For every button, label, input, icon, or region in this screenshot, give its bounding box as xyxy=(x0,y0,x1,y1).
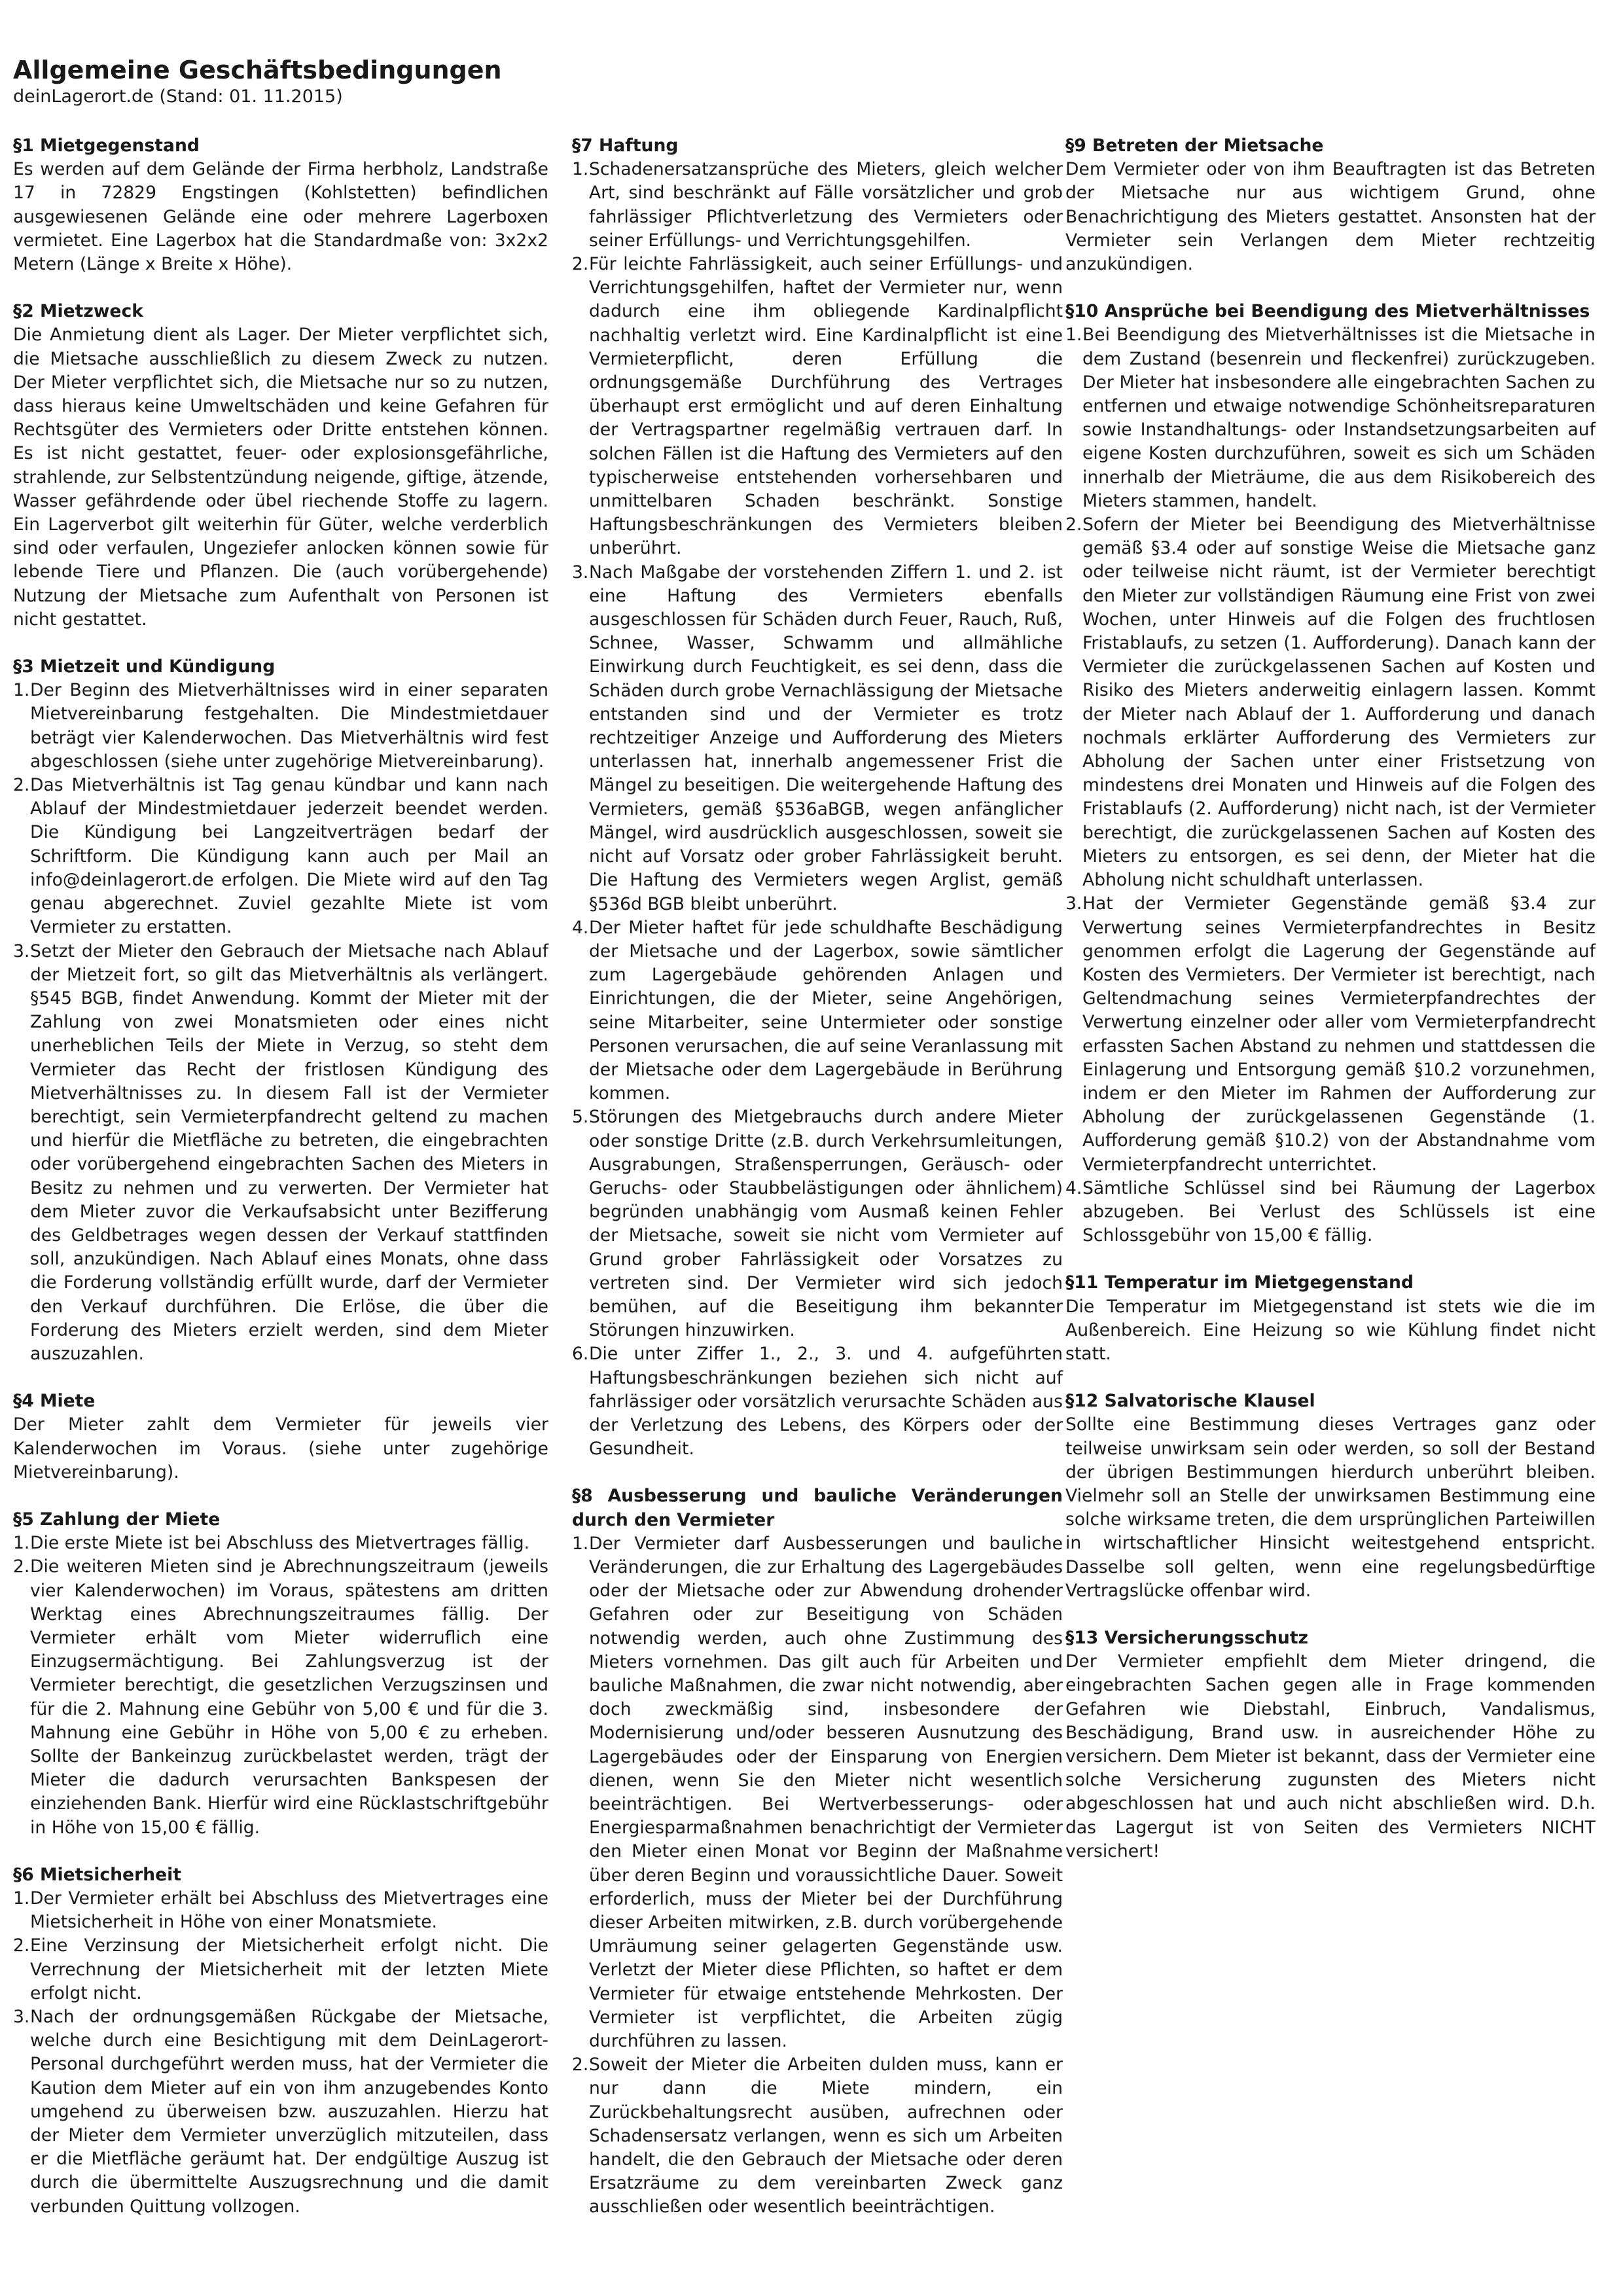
item-number: 3. xyxy=(1065,893,1082,914)
item-number: 1. xyxy=(572,159,589,180)
item-number: 4. xyxy=(1065,1177,1082,1198)
section-heading: §11 Temperatur im Mietgegenstand xyxy=(1065,1272,1414,1293)
section-heading: §3 Mietzeit und Kündigung xyxy=(13,656,276,677)
list-item xyxy=(13,1555,548,1839)
section-text: Die Temperatur im Mietgegenstand ist stets wie die im Außenbereich. Eine Heizung so wie Kühlung findet nicht statt. xyxy=(1065,1296,1596,1364)
list-item xyxy=(13,774,548,939)
section-heading: §6 Mietsicherheit xyxy=(13,1864,181,1885)
list-item xyxy=(13,679,548,774)
section-9-betreten xyxy=(1065,134,1596,276)
section-heading: §12 Salvatorische Klausel xyxy=(1065,1391,1315,1412)
item-text: Sofern der Mieter bei Beendigung des Mietverhältnisse gemäß §3.4 oder auf sonstige Weise die Mietsache ganz oder teilweise nicht räumt, ist der Vermieter berechtigt den Mieter zur vollständigen Räumung eine Frist von zwei Wochen, unter Hinweis auf die Folgen des fruchtlosen Fristablaufs, zu setzen (1. Aufforderung). Danach kann der Vermieter die zurückgelassenen Sachen auf Kosten und Risiko des Mieters anderweitig einlagern lassen. Kommt der Mieter nach Ablauf der 1. Aufforderung und danach nochmals erklärter Aufforderung des Vermieters zur Abholung der Sachen unter einer Fristsetzung von mindestens drei Monaten und Hinweis auf die Folgen des Fristablaufs (2. Aufforderung) nicht nach, ist der Vermieter berechtigt, die zurückgelassenen Sachen auf Kosten des Mieters zu entsorgen, es sei denn, der Mieter hat die Abholung nicht schuldhaft unterlassen. xyxy=(1082,514,1596,891)
section-heading: §7 Haftung xyxy=(572,135,679,156)
section-8-ausbesserung xyxy=(572,1484,1063,2219)
item-text: Soweit der Mieter die Arbeiten dulden muss, kann er nur dann die Miete mindern, ein Zurückbehaltungsrecht ausüben, aufrechnen oder Schadensersatz verlangen, wenn es sich um Arbeiten handelt, die den Gebrauch der Mietsache oder deren Ersatzräume zu dem vereinbarten Zweck ganz ausschließen oder wesentlich beeinträchtigen. xyxy=(589,2054,1063,2217)
item-number: 1. xyxy=(13,680,30,701)
item-text: Der Beginn des Mietverhältnisses wird in einer separaten Mietvereinbarung festgehalten. Die Mindestmietdauer beträgt vier Kalenderwochen. Das Mietverhältnis wird fest abgeschlossen (siehe unter zugehörige Mietvereinbarung). xyxy=(30,680,548,772)
clause-list xyxy=(13,679,548,1366)
section-1-mietgegenstand xyxy=(13,134,548,276)
item-text: Das Mietverhältnis ist Tag genau kündbar und kann nach Ablauf der Mindestmietdauer jederzeit beendet werden. Die Kündigung bei Langzeitverträgen bedarf der Schriftform. Die Kündigung kann auch per Mail an info@deinlagerort.de erfolgen. Die Miete wird auf den Tag genau abgerechnet. Zuviel gezahlte Miete ist vom Vermieter zu erstatten. xyxy=(30,775,548,938)
list-item xyxy=(1065,513,1596,892)
list-item xyxy=(1065,892,1596,1176)
list-item xyxy=(1065,323,1596,513)
item-text: Der Vermieter erhält bei Abschluss des Mietvertrages eine Mietsicherheit in Höhe von einer Monatsmiete. xyxy=(30,1888,548,1933)
item-number: 3. xyxy=(13,941,30,961)
column-right xyxy=(1065,134,1596,1887)
clause-list xyxy=(572,158,1063,1461)
section-heading: §5 Zahlung der Miete xyxy=(13,1509,221,1530)
section-12-salvatorische-klausel xyxy=(1065,1390,1596,1603)
section-heading: §10 Ansprüche bei Beendigung des Mietverhältnisses xyxy=(1065,301,1590,322)
section-10-beendigung xyxy=(1065,300,1596,1247)
item-number: 1. xyxy=(1065,325,1082,346)
list-item xyxy=(572,1105,1063,1342)
list-item xyxy=(13,1532,548,1555)
list-item xyxy=(572,1532,1063,2053)
section-7-haftung xyxy=(572,134,1063,1461)
section-text: Die Anmietung dient als Lager. Der Mieter verpflichtet sich, die Mietsache ausschließlich zu diesem Zweck zu nutzen. Der Mieter verpflichtet sich, die Mietsache nur so zu nutzen, dass hieraus keine Umweltschäden und keine Gefahren für Rechtsgüter des Vermieters oder Dritte entstehen können. Es ist nicht gestattet, feuer- oder explosionsgefährliche, strahlende, zur Selbstentzündung neigende, giftige, ätzende, Wasser gefährdende oder übel riechende Stoffe zu lagern. Ein Lagerverbot gilt weiterhin für Güter, welche verderblich sind oder verfaulen, Ungeziefer anlocken können sowie für lebende Tiere und Pflanzen. Die (auch vorübergehende) Nutzung der Mietsache zum Aufenthalt von Personen ist nicht gestattet. xyxy=(13,325,548,630)
clause-list xyxy=(572,1532,1063,2219)
item-text: Bei Beendigung des Mietverhältnisses ist die Mietsache in dem Zustand (besenrein und fleckenfrei) zurückzugeben. Der Mieter hat insbesondere alle eingebrachten Sachen zu entfernen und etwaige notwendige Schönheitsreparaturen sowie Instandhaltungs- oder Instandsetzungsarbeiten auf eigene Kosten durchzuführen, soweit es sich um Schäden innerhalb der Mieträume, die aus dem Risikobereich des Mieters stammen, handelt. xyxy=(1082,325,1596,511)
item-number: 2. xyxy=(572,2054,589,2075)
clause-list xyxy=(1065,323,1596,1247)
item-number: 2. xyxy=(13,1556,30,1577)
section-6-mietsicherheit xyxy=(13,1863,548,2219)
item-text: Störungen des Mietgebrauchs durch andere Mieter oder sonstige Dritte (z.B. durch Verkehrsumleitungen, Ausgrabungen, Straßensperrungen, Geräusch- oder Geruchs- oder Staubbelästigungen oder ähnlichem) begründen unabhängig vom Ausmaß keinen Fehler der Mietsache, soweit sie nicht vom Vermieter auf Grund grober Fahrlässigkeit oder Vorsatzes zu vertreten sind. Der Vermieter wird sich jedoch bemühen, auf die Beseitigung ihm bekannter Störungen hinzuwirken. xyxy=(589,1107,1063,1341)
item-text: Setzt der Mieter den Gebrauch der Mietsache nach Ablauf der Mietzeit fort, so gilt das Mietverhältnis als verlängert. §545 BGB, findet Anwendung. Kommt der Mieter mit der Zahlung von zwei Monatsmieten oder eines nicht unerheblichen Teils der Miete in Verzug, so steht dem Vermieter das Recht der fristlosen Kündigung des Mietverhältnisses zu. In diesem Fall ist der Vermieter berechtigt, sein Vermieterpfandrecht geltend zu machen und hierfür die Mietfläche zu betreten, die eingebrachten oder vorübergehend eingebrachten Sachen des Mieters in Besitz zu nehmen und zu verwerten. Der Vermieter hat dem Mieter zuvor die Verkaufsabsicht unter Bezifferung des Geldbetrages wegen dessen der Verkauf stattfinden soll, anzukündigen. Nach Ablauf eines Monats, ohne dass die Forderung vollständig erfüllt wurde, darf der Vermieter den Verkauf durchführen. Die Erlöse, die über die Forderung des Mieters erzielt werden, sind dem Mieter auszuzahlen. xyxy=(30,941,548,1364)
section-4-miete xyxy=(13,1390,548,1484)
list-item xyxy=(1065,1177,1596,1248)
list-item xyxy=(572,2053,1063,2219)
item-number: 1. xyxy=(13,1533,30,1554)
section-heading: §4 Miete xyxy=(13,1391,96,1412)
section-text: Der Mieter zahlt dem Vermieter für jeweils vier Kalenderwochen im Voraus. (siehe unter zugehörige Mietvereinbarung). xyxy=(13,1414,548,1482)
section-text: Sollte eine Bestimmung dieses Vertrages ganz oder teilweise unwirksam sein oder werden, so soll der Bestand der übrigen Bestimmungen hierdurch unberührt bleiben. Vielmehr soll an Stelle der unwirksamen Bestimmung eine solche wirksame treten, die dem ursprünglichen Parteiwillen in wirtschaftlicher Hinsicht weitestgehend entspricht. Dasselbe soll gelten, wenn eine regelungsbedürftige Vertragslücke offenbar wird. xyxy=(1065,1414,1596,1601)
section-5-zahlung xyxy=(13,1508,548,1840)
item-number: 1. xyxy=(13,1888,30,1909)
item-text: Hat der Vermieter Gegenstände gemäß §3.4 zur Verwertung seines Vermieterpfandrechtes in Besitz genommen erfolgt die Lagerung der Gegenstände auf Kosten des Vermieters. Der Vermieter ist berechtigt, nach Geltendmachung seines Vermieterpfandrechtes der Verwertung einzelner oder aller vom Vermieterpfandrecht erfassten Sachen Abstand zu nehmen und stattdessen die Einlagerung und Entsorgung gemäß §10.2 vorzunehmen, indem er den Mieter im Rahmen der Aufforderung zur Abholung der zurückgelassenen Gegenstände (1. Aufforderung gemäß §10.2) von der Abstandnahme vom Vermieterpfandrecht unterrichtet. xyxy=(1082,893,1596,1175)
section-text: Dem Vermieter oder von ihm Beauftragten ist das Betreten der Mietsache nur aus wichtigem Grund, ohne Benachrichtigung des Mieters gestattet. Ansonsten hat der Vermieter sein Verlangen dem Mieter rechtzeitig anzukündigen. xyxy=(1065,159,1596,275)
section-text: Es werden auf dem Gelände der Firma herbholz, Landstraße 17 in 72829 Engstingen (Kohlstetten) befindlichen ausgewiesenen Gelände eine oder mehrere Lagerboxen vermietet. Eine Lagerbox hat die Standardmaße von: 3x2x2 Metern (Länge x Breite x Höhe). xyxy=(13,159,548,275)
column-left xyxy=(13,134,548,2242)
section-3-mietzeit-kuendigung xyxy=(13,655,548,1366)
item-text: Nach Maßgabe der vorstehenden Ziffern 1. und 2. ist eine Haftung des Vermieters ebenfalls ausgeschlossen für Schäden durch Feuer, Rauch, Ruß, Schnee, Wasser, Schwamm und allmähliche Einwirkung durch Feuchtigkeit, es sei denn, dass die Schäden durch grobe Vernachlässigung der Mietsache entstanden sind und der Vermieter es trotz rechtzeitiger Anzeige und Aufforderung des Mieters unterlassen hat, innerhalb angemessener Frist die Mängel zu beseitigen. Die weitergehende Haftung des Vermieters, gemäß §536aBGB, wegen anfänglicher Mängel, wird ausdrücklich ausgeschlossen, soweit sie nicht auf Vorsatz oder grober Fahrlässigkeit beruht. Die Haftung des Vermieters wegen Arglist, gemäß §536d BGB bleibt unberührt. xyxy=(589,562,1063,914)
item-number: 6. xyxy=(572,1344,589,1365)
section-13-versicherungsschutz xyxy=(1065,1626,1596,1863)
section-heading: §1 Mietgegenstand xyxy=(13,135,200,156)
item-text: Die unter Ziffer 1., 2., 3. und 4. aufgeführten Haftungsbeschränkungen beziehen sich nicht auf fahrlässiger oder vorsätzlich verursachte Schäden aus der Verletzung des Lebens, des Körpers oder der Gesundheit. xyxy=(589,1344,1063,1460)
document-title: Allgemeine Geschäftsbedingungen xyxy=(13,56,502,84)
column-middle xyxy=(572,134,1063,2243)
document-subtitle: deinLagerort.de (Stand: 01. 11.2015) xyxy=(13,86,343,107)
clause-list xyxy=(13,1887,548,2219)
item-text: Sämtliche Schlüssel sind bei Räumung der Lagerbox abzugeben. Bei Verlust des Schlüssels ist eine Schlossgebühr von 15,00 € fällig. xyxy=(1082,1177,1596,1246)
item-number: 5. xyxy=(572,1107,589,1128)
item-text: Die erste Miete ist bei Abschluss des Mietvertrages fällig. xyxy=(30,1533,530,1554)
list-item xyxy=(572,916,1063,1106)
section-heading: §8 Ausbesserung und bauliche Veränderungen durch den Vermieter xyxy=(572,1486,1063,1530)
item-number: 2. xyxy=(13,775,30,796)
list-item xyxy=(572,253,1063,561)
clause-list xyxy=(13,1532,548,1840)
list-item xyxy=(572,561,1063,916)
item-number: 2. xyxy=(13,1935,30,1956)
item-number: 2. xyxy=(572,254,589,275)
item-text: Die weiteren Mieten sind je Abrechnungszeitraum (jeweils vier Kalenderwochen) im Voraus, spätestens am dritten Werktag eines Abrechnungszeitraumes fällig. Der Vermieter erhält vom Mieter widerruflich eine Einzugsermächtigung. Bei Zahlungsverzug ist der Vermieter berechtigt, die gesetzlichen Verzugszinsen und für die 2. Mahnung eine Gebühr von 5,00 € und für die 3. Mahnung eine Gebühr in Höhe von 5,00 € zu erheben. Sollte der Bankeinzug zurückbelastet werden, trägt der Mieter die dadurch verursachten Bankspesen der einziehenden Bank. Hierfür wird eine Rücklastschriftgebühr in Höhe von 15,00 € fällig. xyxy=(30,1556,548,1838)
list-item xyxy=(572,1342,1063,1461)
item-text: Eine Verzinsung der Mietsicherheit erfolgt nicht. Die Verrechnung der Mietsicherheit mit der letzten Miete erfolgt nicht. xyxy=(30,1935,548,2003)
section-2-mietzweck xyxy=(13,300,548,632)
item-text: Der Vermieter darf Ausbesserungen und bauliche Veränderungen, die zur Erhaltung des Lagergebäudes oder der Mietsache oder zur Abwendung drohender Gefahren oder zur Beseitigung von Schäden notwendig werden, auch ohne Zustimmung des Mieters vornehmen. Das gilt auch für Arbeiten und bauliche Maßnahmen, die zwar nicht notwendig, aber doch zweckmäßig sind, insbesondere der Modernisierung und/oder besseren Ausnutzung des Lagergebäudes oder der Einsparung von Energien dienen, wenn Sie den Mieter nicht wesentlich beeinträchtigen. Bei Wertverbesserungs- oder Energiesparmaßnahmen benachrichtigt der Vermieter den Mieter einen Monat vor Beginn der Maßnahme über deren Beginn und voraussichtliche Dauer. Soweit erforderlich, muss der Mieter bei der Durchführung dieser Arbeiten mitwirken, z.B. durch vorübergehende Umräumung seiner gelagerten Gegenstände usw. Verletzt der Mieter diese Pflichten, so haftet er dem Vermieter für etwaige entstehende Mehrkosten. Der Vermieter ist verpflichtet, die Arbeiten zügig durchführen zu lassen. xyxy=(589,1533,1063,2052)
item-text: Für leichte Fahrlässigkeit, auch seiner Erfüllungs- und Verrichtungsgehilfen, haftet der Vermieter nur, wenn dadurch eine ihm obliegende Kardinalpflicht nachhaltig verletzt wird. Eine Kardinalpflicht ist eine Vermieterpflicht, deren Erfüllung die ordnungsgemäße Durchführung des Vertrages überhaupt erst ermöglicht und auf deren Einhaltung der Vertragspartner regelmäßig vertrauen darf. In solchen Fällen ist die Haftung des Vermieters auf den typischerweise entstehenden vorhersehbaren und unmittelbaren Schaden beschränkt. Sonstige Haftungsbeschränkungen des Vermieters bleiben unberührt. xyxy=(589,254,1063,559)
item-text: Der Mieter haftet für jede schuldhafte Beschädigung der Mietsache und der Lagerbox, sowie sämtlicher zum Lagergebäude gehörenden Anlagen und Einrichtungen, die der Mieter, seine Angehörigen, seine Mitarbeiter, seine Untermieter oder sonstige Personen verursachen, die auf seine Veranlassung mit der Mietsache oder dem Lagergebäude in Berührung kommen. xyxy=(589,917,1063,1104)
list-item xyxy=(13,940,548,1367)
item-text: Schadenersatzansprüche des Mieters, gleich welcher Art, sind beschränkt auf Fälle vorsätzlicher und grob fahrlässiger Pflichtverletzung des Vermieters oder seiner Erfüllungs- und Verrichtungsgehilfen. xyxy=(589,159,1063,251)
item-number: 4. xyxy=(572,917,589,938)
section-heading: §9 Betreten der Mietsache xyxy=(1065,135,1324,156)
list-item xyxy=(13,1887,548,1934)
item-number: 3. xyxy=(572,562,589,583)
item-number: 1. xyxy=(572,1533,589,1554)
list-item xyxy=(13,1934,548,2005)
section-heading: §2 Mietzweck xyxy=(13,301,143,322)
item-number: 3. xyxy=(13,2007,30,2028)
section-11-temperatur xyxy=(1065,1271,1596,1366)
section-text: Der Vermieter empfiehlt dem Mieter dringend, die eingebrachten Sachen gegen alle in Frage kommenden Gefahren wie Diebstahl, Einbruch, Vandalismus, Beschädigung, Brand usw. in ausreichender Höhe zu versichern. Dem Mieter ist bekannt, dass der Vermieter eine solche Versicherung zugunsten des Mieters nicht abgeschlossen hat und auch nicht abschließen wird. D.h. das Lagergut ist von Seiten des Vermieters NICHT versichert! xyxy=(1065,1651,1596,1861)
item-number: 2. xyxy=(1065,514,1082,535)
list-item xyxy=(13,2005,548,2219)
item-text: Nach der ordnungsgemäßen Rückgabe der Mietsache, welche durch eine Besichtigung mit dem DeinLagerort-Personal durchgeführt werden muss, hat der Vermieter die Kaution dem Mieter auf ein von ihm anzugebendes Konto umgehend zu überweisen bzw. auszuzahlen. Hierzu hat der Mieter dem Vermieter unverzüglich mitzuteilen, dass er die Mietfläche geräumt hat. Der endgültige Auszug ist durch die übermittelte Auszugsrechnung und die damit verbunden Quittung vollzogen. xyxy=(30,2007,548,2217)
section-heading: §13 Versicherungsschutz xyxy=(1065,1627,1309,1648)
list-item xyxy=(572,158,1063,253)
